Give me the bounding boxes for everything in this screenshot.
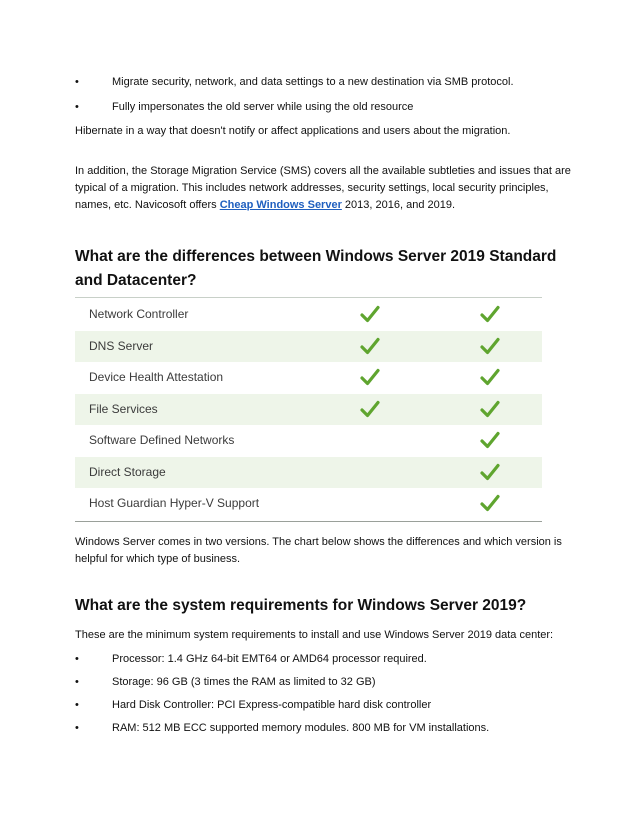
bullet-mark: •: [75, 699, 79, 711]
paragraph-versions: [75, 534, 560, 568]
paragraph-line: In addition, the Storage Migration Service (SMS) covers all the available subtleties and issues that are: [75, 165, 571, 177]
feature-name: File Services: [89, 401, 158, 416]
comparison-table: [75, 297, 542, 522]
feature-name: Host Guardian Hyper-V Support: [89, 496, 260, 510]
paragraph-text: 2013, 2016, and 2019.: [341, 199, 456, 211]
table-top-border: [75, 297, 542, 298]
bullet-text: Fully impersonates the old server while using the old resource: [112, 101, 414, 113]
bullet-mark: •: [75, 676, 79, 688]
cheap-windows-server-link[interactable]: Cheap Windows Server: [219, 199, 342, 211]
table-bottom-border: [75, 521, 542, 522]
checkmark-icon: [480, 463, 500, 481]
requirement-text: Processor: 1.4 GHz 64-bit EMT64 or AMD64 processor required.: [112, 653, 427, 665]
bullet-mark: •: [75, 101, 79, 113]
checkmark-icon: [360, 337, 380, 355]
feature-name: DNS Server: [89, 338, 154, 353]
checkmark-icon: [480, 305, 500, 323]
paragraph-minimum: [75, 627, 560, 644]
requirement-text: RAM: 512 MB ECC supported memory modules. 800 MB for VM installations.: [112, 722, 490, 734]
bullet-text: Migrate security, network, and data settings to a new destination via SMB protocol.: [112, 76, 514, 88]
paragraph-line: typical of a migration. This includes network addresses, security settings, local security principles,: [75, 182, 549, 194]
heading-line: What are the system requirements for Windows Server 2019?: [75, 597, 527, 614]
table-row: [75, 299, 542, 330]
bullet-mark: •: [75, 76, 79, 88]
requirement-text: Storage: 96 GB (3 times the RAM as limited to 32 GB): [112, 676, 376, 688]
feature-name: Device Health Attestation: [89, 370, 224, 384]
checkmark-icon: [480, 368, 500, 386]
feature-name: Network Controller: [89, 307, 189, 321]
checkmark-icon: [480, 400, 500, 418]
heading-line: and Datacenter?: [75, 272, 197, 289]
table-row: [75, 425, 542, 456]
table-row: [75, 331, 542, 362]
table-row: [75, 362, 542, 393]
feature-name: Direct Storage: [89, 464, 166, 479]
paragraph-line: Hibernate in a way that doesn't notify or affect applications and users about the migration.: [75, 125, 511, 137]
paragraph-sms: [75, 163, 571, 214]
paragraph-hibernate: [75, 123, 560, 140]
paragraph-line: Windows Server comes in two versions. The chart below shows the differences and which version is: [75, 536, 562, 548]
checkmark-icon: [360, 400, 380, 418]
checkmark-icon: [480, 431, 500, 449]
paragraph-line: [75, 197, 560, 214]
paragraph-text: names, etc. Navicosoft offers: [75, 199, 220, 211]
table-row: [75, 488, 542, 519]
paragraph-line: helpful for which type of business.: [75, 553, 241, 565]
feature-name: Software Defined Networks: [89, 433, 235, 447]
paragraph-line: These are the minimum system requirements to install and use Windows Server 2019 data center:: [75, 629, 554, 641]
table-row: [75, 394, 542, 425]
requirement-text: Hard Disk Controller: PCI Express-compatible hard disk controller: [112, 699, 432, 711]
checkmark-icon: [360, 368, 380, 386]
checkmark-icon: [360, 305, 380, 323]
table-row: [75, 457, 542, 488]
bullet-mark: •: [75, 722, 79, 734]
checkmark-icon: [480, 494, 500, 512]
checkmark-icon: [480, 337, 500, 355]
heading-line: What are the differences between Windows Server 2019 Standard: [75, 248, 557, 265]
heading-requirements: [75, 594, 555, 618]
heading-differences: [75, 245, 555, 293]
bullet-mark: •: [75, 653, 79, 665]
